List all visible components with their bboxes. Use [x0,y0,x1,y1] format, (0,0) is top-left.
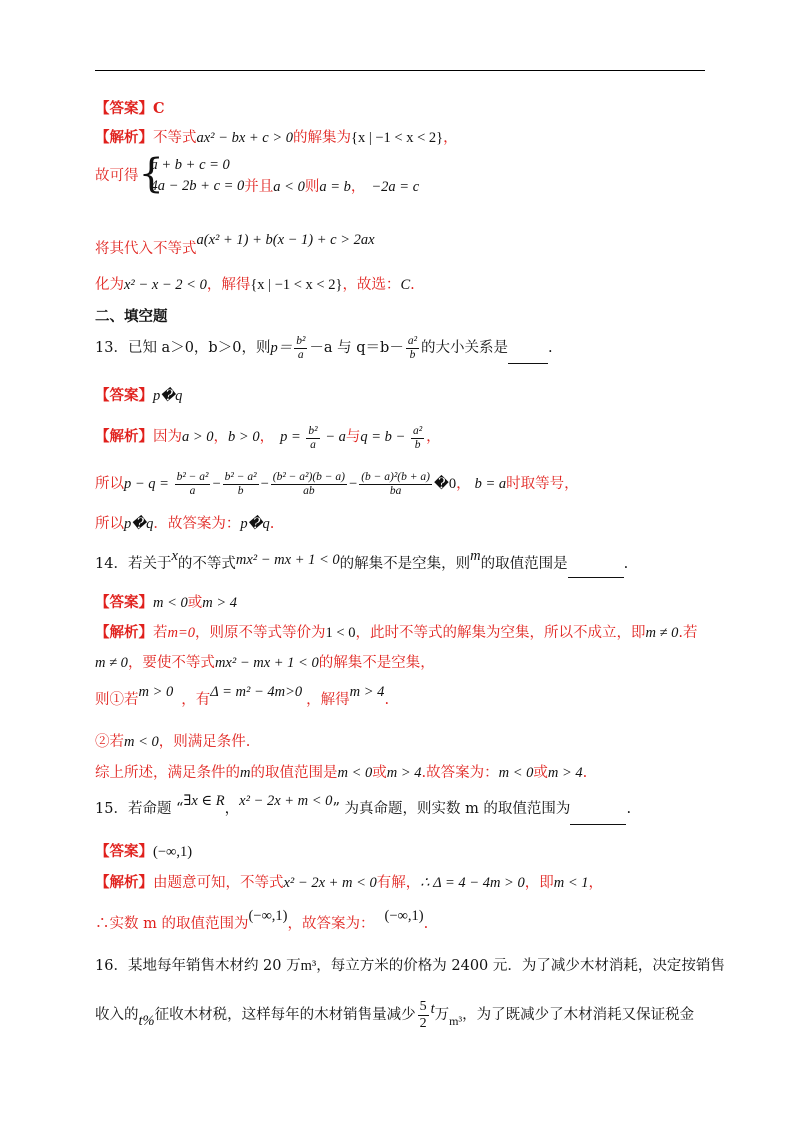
section-title: 二、填空题 [95,308,168,325]
q12-analysis-line1: 【解析】不等式ax² − bx + c > 0的解集为{x | −1 < x < 2}， [95,129,458,146]
equation-system: { a + b + c = 0 4a − 2b + c = 0 [138,151,245,197]
q14-analysis-line1: 【解析】若m=0，则原不等式等价为1 < 0，此时不等式的解集为空集，所以不成立，即m ≠ 0.若 [95,624,698,641]
answer-blank [508,333,548,364]
fraction: $\frac{\text{b² − a²}}{b}$ [224,471,257,497]
q14-analysis-line5: 综上所述，满足条件的m的取值范围是m < 0或m > 4.故答案为：m < 0或m > 4. [95,765,588,781]
q12-answer: C [153,100,165,117]
fraction: $\frac{\text{a²}}{b}$ [407,334,418,361]
q14-analysis-line2: m ≠ 0，要使不等式mx² − mx + 1 < 0的解集不是空集， [95,655,435,671]
fraction: $\frac{\text{b²}}{a}$ [296,334,306,361]
q13-analysis-line2: 所以p − q = $\frac{\text{b² − a²}}{a}$ − $\frac{\text{b² − a²}}{b}$ − $\frac{\text{(b² − a²)(b − a)}}{ab}$ − $\frac{\text{(b − a)²(b + a)}}{ba}$ �0， b = a时取等号， [95,471,579,497]
q12-analysis-line3: 将其代入不等式a(x² + 1) + b(x − 1) + c > 2ax [95,232,375,257]
q12-analysis-line2: 故可得 { a + b + c = 0 4a − 2b + c = 0 并且a < 0则a = b， −2a = c [95,151,420,197]
q13-analysis-line3: 所以p�q．故答案为：p�q. [95,516,275,532]
q13-answer-line: 【答案】p�q [95,387,183,404]
q15-answer-line: 【答案】(−∞,1) [95,843,193,860]
q12-analysis-line4: 化为x² − x − 2 < 0，解得{x | −1 < x < 2}，故选：C. [95,277,415,293]
brace-icon: { [138,151,164,197]
header-rule [95,70,705,71]
q13-analysis-line1: 【解析】因为a > 0，b > 0， p = $\frac{\text{b²}}{a}$ − a与q = b − $\frac{\text{a²}}{b}$ ， [95,424,441,451]
q14-analysis-line3: 则①若m > 0 ，有Δ = m² − 4m>0 ，解得m > 4. [95,684,390,708]
fraction: $\frac{\text{a²}}{b}$ [412,424,423,451]
q16-stem-line2: 收入的t%征收木材税，这样每年的木材销售量减少 $\frac{5}{2}$ t万$_{m^3}$，为了既减少了木材消耗又保证税金 [95,998,695,1031]
q15-stem: 15．若命题 “∃x ∈ R，x² − 2x + m < 0” 为真命题，则实数 m 的取值范围为 . [95,794,631,825]
q14-answer-line: 【答案】m < 0或m > 4 [95,594,238,611]
fraction: $\frac{\text{(b² − a²)(b − a)}}{ab}$ [272,471,345,497]
q14-analysis-line4: ②若m < 0，则满足条件. [95,734,251,750]
q13-answer: p�q [153,388,183,404]
q15-analysis-line2: ∴实数 m 的取值范围为(−∞,1)，故答案为： (−∞,1). [95,908,429,932]
q12-answer-line [95,99,165,119]
fraction: $\frac{5}{2}$ [419,998,427,1031]
fraction: $\frac{\text{b² − a²}}{a}$ [176,471,209,497]
answer-blank [568,551,624,578]
fraction: $\frac{\text{(b − a)²(b + a)}}{ba}$ [361,471,430,497]
fraction: $\frac{\text{b²}}{a}$ [308,424,318,451]
analysis-tag: 【解析】 [95,129,153,146]
answer-tag: 【答案】 [95,100,153,117]
q13-stem: 13．已知 a＞0，b＞0，则p＝ $\frac{\text{b²}}{a}$ －a 与 q＝b－ $\frac{\text{a²}}{b}$ 的大小关系是 . [95,333,553,364]
q15-analysis-line1: 【解析】由题意可知，不等式x² − 2x + m < 0有解，∴ Δ = 4 − 4m > 0，即m < 1， [95,874,603,891]
q14-stem: 14．若关于x的不等式mx² − mx + 1 < 0的解集不是空集，则m的取值范围是 . [95,551,628,578]
q16-stem-line1: 16．某地每年销售木材约 20 万m³，每立方米的价格为 2400 元．为了减少木材消耗，决定按销售 [95,958,725,974]
answer-blank [570,794,626,825]
